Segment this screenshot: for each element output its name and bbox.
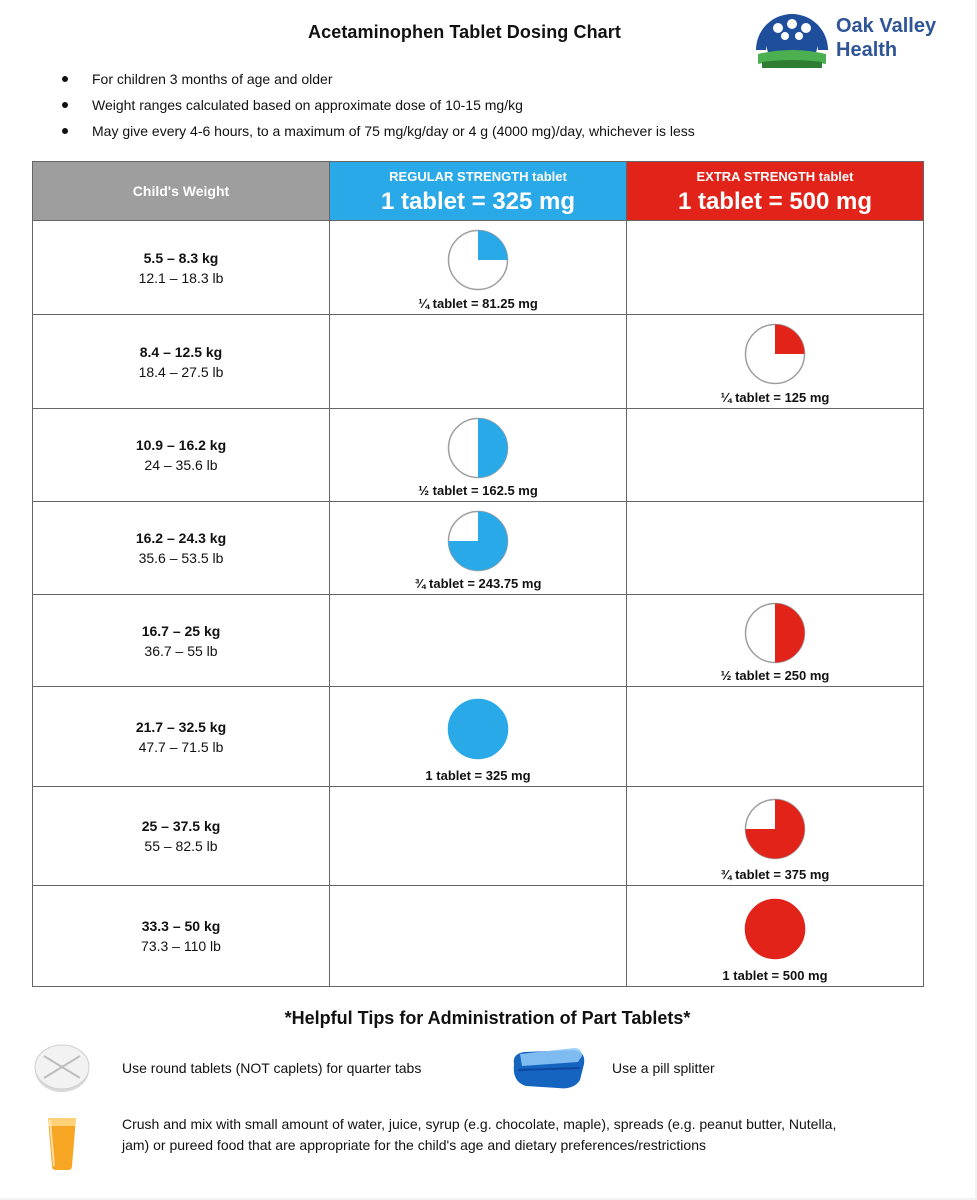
table-row [33, 409, 924, 502]
regular-tablet [447, 229, 509, 296]
extra-dose-caption: 1 tablet = 500 mg [722, 968, 828, 983]
weight-cell [33, 315, 330, 409]
logo-line-1: Oak Valley [836, 15, 937, 37]
weight-kg: 21.7 – 32.5 kg [135, 718, 227, 735]
regular-tablet-pie [447, 229, 509, 291]
weight-lb: 47.7 – 71.5 lb [138, 738, 224, 755]
extra-dose-cell [627, 787, 924, 886]
extra-dose-cell [627, 595, 924, 687]
header-childs-weight: Child's Weight [33, 162, 330, 221]
extra-dose-caption: ¼ tablet = 125 mg [720, 390, 830, 405]
extra-tablet-pie [744, 898, 806, 960]
weight-kg: 10.9 – 16.2 kg [135, 437, 227, 453]
logo-line-2: Health [836, 39, 898, 61]
extra-strength-dose: 1 tablet = 500 mg [677, 187, 873, 215]
weight-lb: 73.3 – 110 lb [141, 938, 221, 954]
regular-dose-cell [330, 315, 627, 409]
table-header-row [33, 162, 924, 221]
regular-dose-caption: ¼ tablet = 81.25 mg [418, 296, 538, 311]
bullet-item: For children 3 months of age and older [62, 66, 695, 92]
extra-tablet-pie [744, 602, 806, 664]
oak-valley-logo [752, 6, 962, 70]
people-tree-icon [752, 6, 832, 70]
weight-cell [33, 687, 330, 787]
regular-dose-cell [330, 787, 627, 886]
weight-lb: 36.7 – 55 lb [144, 642, 218, 659]
table-row [33, 886, 924, 987]
extra-tablet [744, 798, 806, 865]
weight-cell [33, 787, 330, 886]
extra-dose-cell [627, 221, 924, 315]
page-title: Acetaminophen Tablet Dosing Chart [308, 22, 621, 42]
weight-lb: 55 – 82.5 lb [144, 838, 218, 854]
tip-pill-splitter: Use a pill splitter [612, 1060, 715, 1076]
regular-dose-cell [330, 595, 627, 687]
regular-tablet-pie [447, 510, 509, 572]
extra-dose-cell [627, 687, 924, 787]
tips-title: *Helpful Tips for Administration of Part Tablets* [284, 1008, 691, 1028]
weight-lb: 24 – 35.6 lb [144, 457, 218, 473]
extra-strength-label: EXTRA STRENGTH tablet [696, 168, 854, 184]
regular-dose-cell [330, 886, 627, 987]
regular-strength-dose: 1 tablet = 325 mg [380, 187, 576, 215]
weight-kg: 5.5 – 8.3 kg [143, 249, 219, 266]
extra-tablet [744, 602, 806, 669]
regular-dose-cell [330, 502, 627, 595]
tablet-portion [775, 604, 805, 663]
regular-dose-cell [330, 221, 627, 315]
dosing-table [32, 161, 924, 987]
extra-dose-cell [627, 502, 924, 595]
tip-crush-and-mix: Crush and mix with small amount of water, juice, syrup (e.g. chocolate, maple), spreads (e.g. peanut butter, Nutella, jam) or pureed food that are appropriate for the child's age and dietary preferences/restrictions [122, 1116, 837, 1153]
round-tablet-icon [30, 1036, 94, 1098]
weight-kg: 33.3 – 50 kg [141, 918, 221, 934]
tablet-outline [449, 700, 508, 759]
extra-dose-cell [627, 409, 924, 502]
table-row [33, 221, 924, 315]
weight-kg: 16.2 – 24.3 kg [135, 530, 227, 546]
table-row [33, 687, 924, 787]
extra-dose-caption: ½ tablet = 250 mg [720, 668, 830, 683]
extra-tablet-pie [744, 798, 806, 860]
dosing-table-body [33, 221, 924, 987]
tip-round-tablets: Use round tablets (NOT caplets) for quarter tabs [122, 1060, 422, 1076]
regular-tablet [447, 417, 509, 484]
header-regular-strength [330, 162, 627, 221]
table-row [33, 315, 924, 409]
regular-dose-caption: ½ tablet = 162.5 mg [418, 483, 538, 498]
weight-lb: 35.6 – 53.5 lb [138, 550, 224, 566]
weight-cell [33, 221, 330, 315]
regular-tablet-pie [447, 698, 509, 760]
regular-dose-caption: ¾ tablet = 243.75 mg [414, 576, 542, 591]
tablet-portion [478, 419, 508, 478]
extra-tablet [744, 898, 806, 965]
header-extra-strength [627, 162, 924, 221]
table-row [33, 787, 924, 886]
extra-dose-cell [627, 315, 924, 409]
instructions-list [62, 66, 695, 144]
weight-lb: 18.4 – 27.5 lb [138, 363, 224, 380]
regular-tablet [447, 510, 509, 577]
table-row [33, 595, 924, 687]
pill-splitter-icon [508, 1040, 588, 1096]
extra-tablet-pie [744, 323, 806, 385]
regular-dose-caption: 1 tablet = 325 mg [425, 768, 531, 783]
regular-tablet [447, 698, 509, 765]
regular-dose-cell [330, 409, 627, 502]
table-row [33, 502, 924, 595]
juice-glass-icon [42, 1112, 82, 1172]
weight-cell [33, 595, 330, 687]
extra-dose-cell [627, 886, 924, 987]
extra-dose-caption: ¾ tablet = 375 mg [720, 867, 830, 882]
tablet-portion [775, 325, 805, 355]
regular-tablet-pie [447, 417, 509, 479]
weight-cell [33, 502, 330, 595]
bullet-item: Weight ranges calculated based on approximate dose of 10-15 mg/kg [62, 92, 695, 118]
weight-cell [33, 409, 330, 502]
weight-cell [33, 886, 330, 987]
tablet-outline [746, 900, 805, 959]
bullet-item: May give every 4-6 hours, to a maximum of 75 mg/kg/day or 4 g (4000 mg)/day, whichever is less [62, 118, 695, 144]
tablet-portion [478, 231, 508, 261]
weight-kg: 16.7 – 25 kg [141, 622, 221, 639]
weight-kg: 25 – 37.5 kg [141, 818, 221, 834]
regular-dose-cell [330, 687, 627, 787]
extra-tablet [744, 323, 806, 390]
regular-strength-label: REGULAR STRENGTH tablet [389, 168, 567, 184]
weight-kg: 8.4 – 12.5 kg [139, 343, 223, 360]
weight-lb: 12.1 – 18.3 lb [138, 269, 224, 286]
